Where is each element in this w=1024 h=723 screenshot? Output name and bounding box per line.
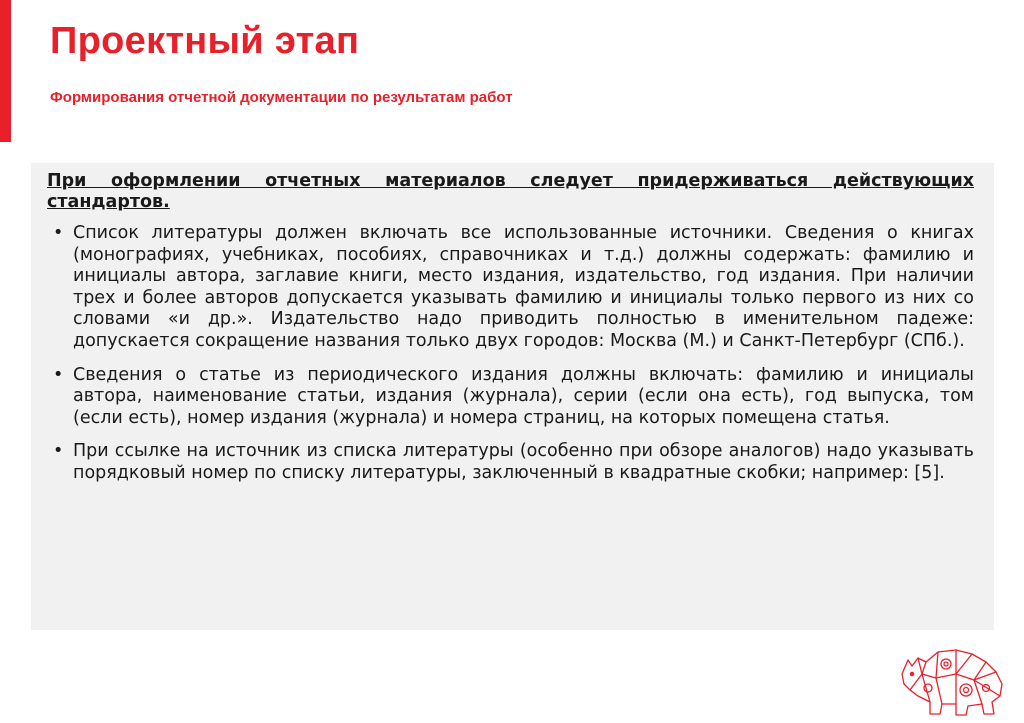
list-item xyxy=(47,223,974,353)
bullet-icon: • xyxy=(53,223,64,243)
bullet-icon: • xyxy=(53,441,64,462)
list-item-text: При ссылке на источник из списка литературы (особенно при обзоре аналогов) надо указывать порядковый номер по списку литературы, заключенный в квадратные скобки; например: [5]. xyxy=(73,441,974,483)
page-subtitle: Формирования отчетной документации по результатам работ xyxy=(50,89,513,106)
list-item xyxy=(47,365,974,430)
list-item-text: Сведения о статье из периодического издания должны включать: фамилию и инициалы автора, наименование статьи, издания (журнала), серии (если она есть), год выпуска, том (если есть), номер издания (журнала) и номера страниц, на которых помещена статья. xyxy=(73,364,974,428)
page-title: Проектный этап xyxy=(50,20,360,62)
accent-bar xyxy=(0,0,11,142)
list-item-text: Список литературы должен включать все использованные источники. Сведения о книгах (монографиях, учебниках, пособиях, справочниках и т.д.) должны содержать: фамилию и инициалы автора, заглавие книги, место издания, издательство, год издания. При наличии трех и более авторов допускается указывать фамилию и инициалы только первого из них со словами «и др.». Издательство надо приводить полностью в именительном падеже: допускается сокращение названия только двух городов: Москва (М.) и Санкт-Петербург (СПб.). xyxy=(73,223,974,351)
guideline-list xyxy=(47,223,974,485)
bullet-icon: • xyxy=(53,364,64,385)
lead-statement: При оформлении отчетных материалов следует придерживаться действующих стандартов. xyxy=(47,171,974,212)
content-body xyxy=(47,171,974,497)
list-item xyxy=(47,441,974,484)
rhino-logo-icon xyxy=(898,644,1008,718)
